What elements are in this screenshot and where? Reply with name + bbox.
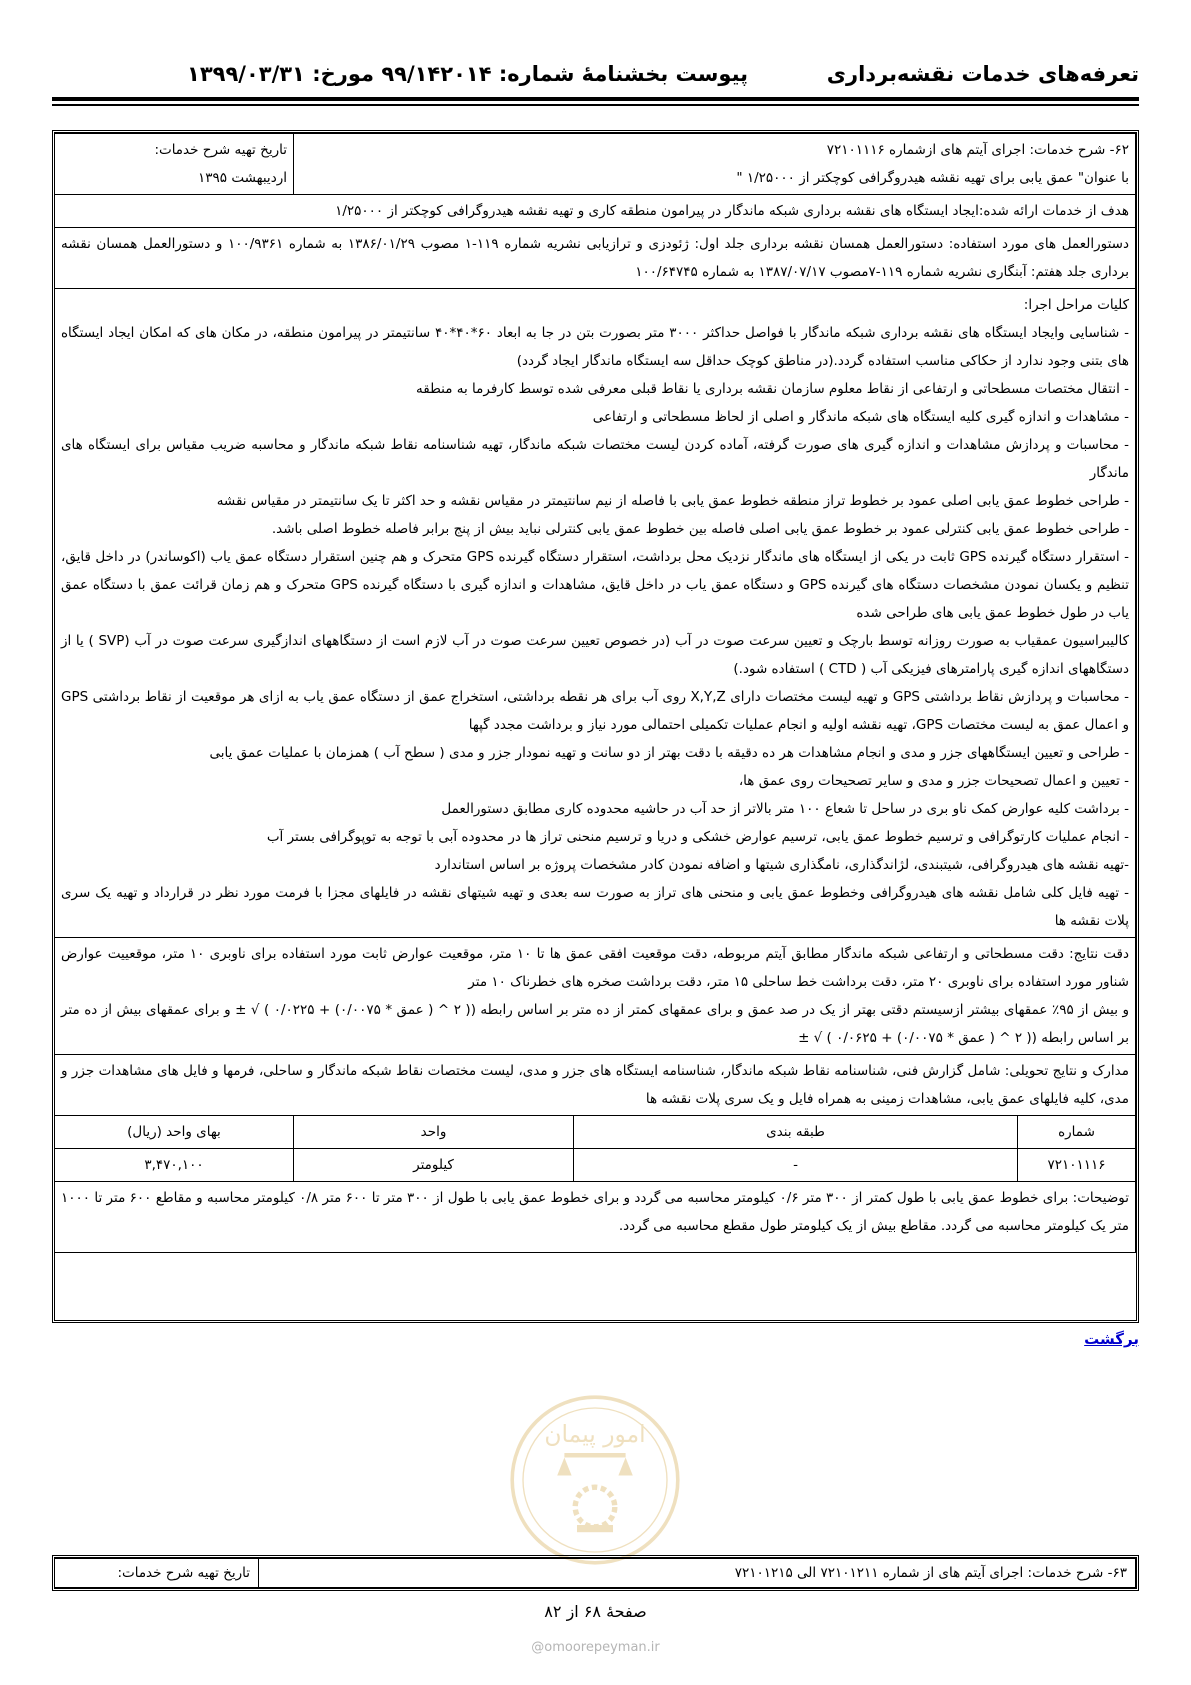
execution-step: - محاسبات و پردازش نقاط برداشتی GPS و تهیه لیست مختصات دارای X,Y,Z روی آب برای هر نقطه برداشتی، استخراج عمق از دستگاه عمق یاب به ازای هر موقعیت از نقاط برداشتی GPS و اعمال عمق به لیست مختصات GPS، تهیه نقشه اولیه و انجام عملیات تکمیلی احتمالی مورد نیاز و برداشت مجدد گپها [60,689,1129,733]
accuracy-results [54,938,1135,1055]
circular-reference: پیوست بخشنامۀ شماره: ۹۹/۱۴۲۰۱۴ مورخ: ۱۳۹۹/۰۳/۳۱ [187,62,749,86]
accuracy-paragraph: دقت نتایج: دقت مسطحاتی و ارتفاعی شبکه ماندگار مطابق آیتم مربوطه، دقت موقعیت افقی عمق ها تا ۱۰ متر، موقعیت عوارض ثابت مورد استفاده برای ناوبری ۱۰ متر، موقعییت عوارض شناور مورد استفاده برای ناوبری ۲۰ متر، دقت برداشت خط ساحلی ۱۵ متر، دقت برداشت صخره های خطرناک ۱۰ متر [60,946,1129,990]
document-title: تعرفه‌های خدمات نقشه‌برداری [826,62,1139,86]
execution-steps [54,289,1135,938]
service-description-line2: با عنوان" عمق یابی برای تهیه نقشه هیدروگرافی کوچکتر از ۱/۲۵۰۰۰ " [736,170,1129,186]
execution-step: - انجام عملیات کارتوگرافی و ترسیم خطوط عمق یابی، ترسیم عوارض خشکی و دریا و ترسیم منحنی تراز ها در محدوده آبی با توجه به توپوگرافی بستر آب [266,829,1129,845]
price-header-unit: واحد [293,1116,573,1149]
preparation-date-value: اردیبهشت ۱۳۹۵ [198,170,287,186]
price-cell-code: ۷۲۱۰۱۱۱۶ [1018,1149,1136,1182]
header-rule-thin [52,104,1139,106]
page-number: صفحۀ ۶۸ از ۸۲ [544,1602,647,1621]
execution-step: - طراحی خطوط عمق یابی اصلی عمود بر خطوط تراز منطقه خطوط عمق یابی با فاصله از نیم سانتیمتر در مقیاس نقشه و حد اکثر تا یک سانتیمتر در مقیاس نقشه [216,493,1129,509]
service-description-cell [293,134,1135,195]
price-cell-class: - [574,1149,1018,1182]
service-item-62-table [54,133,1136,1253]
execution-step: - برداشت کلیه عوارض کمک ناو بری در ساحل تا شعاع ۱۰۰ متر بالاتر از حد آب در حاشیه محدوده کاری مطابق دستورالعمل [441,801,1129,817]
header-rule-thick [52,97,1139,101]
service-item-63-table [54,1558,1136,1588]
service-description-63: ۶۳- شرح خدمات: اجرای آیتم های از شماره ۷۲۱۰۱۲۱۱ الی ۷۲۱۰۱۲۱۵ [259,1559,1136,1588]
execution-step: - محاسبات و پردازش مشاهدات و اندازه گیری های صورت گرفته، آماده کردن لیست مختصات شبکه ماندگار، تهیه شناسنامه نقاط شبکه ماندگار و محاسبه ضریب مقیاس برای ایستگاه های ماندگار [60,437,1129,481]
preparation-date-label: تاریخ تهیه شرح خدمات: [154,142,287,158]
execution-step: -تهیه نقشه های هیدروگرافی، شیتبندی، لژاندگذاری، نامگذاری شیتها و اضافه نمودن کادر مشخصات پروژه بر اساس استاندارد [434,857,1129,873]
seal-text: امور پیمان [544,1420,646,1449]
service-goal: هدف از خدمات ارائه شده:ایجاد ایستگاه های نقشه برداری شبکه ماندگار در پیرامون منطقه کاری و تهیه نقشه هیدروگرافی کوچکتر از ۱/۲۵۰۰۰ [54,195,1135,228]
service-item-63-box [52,1555,1139,1591]
service-item-62-box [52,130,1139,1323]
price-header-price: بهای واحد (ریال) [54,1116,293,1149]
execution-step: - شناسایی وایجاد ایستگاه های نقشه برداری شبکه ماندگار با فواصل حداکثر ۳۰۰۰ متر بصورت بتن در جا به ابعاد ۶۰*۴۰*۴۰ سانتیمتر در پیرامون منطقه، در مکان های که امکان ایجاد ایستگاه های بتنی وجود ندارد از حکاکی مناسب استفاده گردد.(در مناطق کوچک حداقل سه ایستگاه ماندگار ایجاد گردد) [60,325,1129,369]
execution-step: - مشاهدات و اندازه گیری کلیه ایستگاه های شبکه ماندگار و اصلی از لحاظ مسطحاتی و ارتفاعی [592,409,1129,425]
price-header-code: شماره [1018,1116,1136,1149]
notes: توضیحات: برای خطوط عمق یابی با طول کمتر از ۳۰۰ متر ۰/۶ کیلومتر محاسبه می گردد و برای خطوط عمق یابی با طول از ۳۰۰ متر تا ۶۰۰ متر ۰/۸ کیلومتر محاسبه و مقاطع ۶۰۰ متر تا ۱۰۰۰ متر یک کیلومتر محاسبه می گردد. مقاطع بیش از یک کیلومتر طول مقطع محاسبه می گردد. [54,1182,1135,1253]
service-description-line1: ۶۲- شرح خدمات: اجرای آیتم های ازشماره ۷۲۱۰۱۱۱۶ [826,142,1129,158]
execution-step: - طراحی و تعیین ایستگاههای جزر و مدی و انجام مشاهدات هر ده دقیقه با دقت بهتر از دو سانت و تهیه نمودار جزر و مدی ( سطح آب ) همزمان با عملیات عمق یابی [209,745,1129,761]
preparation-date-label-63: تاریخ تهیه شرح خدمات: [55,1559,259,1588]
accuracy-paragraph: و بیش از ۹۵٪ عمقهای بیشتر ازسیستم دقتی بهتر از یک در صد عمق و برای عمقهای کمتر از ده متر بر اساس رابطه (( ۲ ^ ( عمق * ۰/۰۰۷۵) + ۰/۰۲۲۵ ) √ ± و برای عمقهای بیش از ده متر بر اساس رابطه (( ۲ ^ ( عمق * ۰/۰۰۷۵) + ۰/۰۶۲۵ ) √ ± [60,1002,1129,1046]
execution-steps-title: کلیات مراحل اجرا: [1023,297,1129,313]
execution-step: - انتقال مختصات مسطحاتی و ارتفاعی از نقاط معلوم سازمان نقشه برداری یا نقاط قبلی معرفی شده توسط کارفرما به منطقه [416,381,1129,397]
seal-watermark [505,1390,685,1570]
execution-step: - تهیه فایل کلی شامل نقشه های هیدروگرافی وخطوط عمق یابی و منحنی های تراز به صورت سه بعدی و تهیه شیتهای نقشه در فایلهای مجزا با فرمت مورد نظر در قرارداد و تهیه یک سری پلات نقشه ها [60,885,1129,929]
price-header-class: طبقه بندی [574,1116,1018,1149]
applicable-manuals: دستورالعمل های مورد استفاده: دستورالعمل همسان نقشه برداری جلد اول: ژئودزی و ترازیابی نشریه شماره ۱۱۹-۱ مصوب ۱۳۸۶/۰۱/۲۹ به شماره ۱۰۰/۹۳۶۱ و دستورالعمل همسان نقشه برداری جلد هفتم: آبنگاری نشریه شماره ۱۱۹-۷مصوب ۱۳۸۷/۰۷/۱۷ به شماره ۱۰۰/۶۴۷۴۵ [54,228,1135,289]
execution-step: کالیبراسیون عمقیاب به صورت روزانه توسط بارچک و تعیین سرعت صوت در آب (در خصوص تعیین سرعت صوت در آب لازم است از دستگاههای اندازگیری سرعت صوت در آب (SVP ) یا از دستگاههای اندازه گیری پارامترهای فیزیکی آب ( CTD ) استفاده شود.) [60,633,1130,677]
deliverables: مدارک و نتایج تحویلی: شامل گزارش فنی، شناسنامه نقاط شبکه ماندگار، شناسنامه ایستگاه های جزر و مدی، لیست مختصات نقاط شبکه ماندگار و ساحلی، فرمها و فایل های مشاهدات جزر و مدی، کلیه فایلهای عمق یابی، مشاهدات زمینی به همراه فایل و یک سری پلات نقشه ها [54,1055,1135,1116]
price-cell-unit: کیلومتر [293,1149,573,1182]
execution-step: - طراحی خطوط عمق یابی کنترلی عمود بر خطوط عمق یابی اصلی فاصله بین خطوط عمق یابی کنترلی نباید بیش از پنج برابر فاصله خطوط اصلی باشد. [271,521,1129,537]
price-cell-price: ۳,۴۷۰,۱۰۰ [54,1149,293,1182]
execution-step: - تعیین و اعمال تصحیحات جزر و مدی و سایر تصحیحات روی عمق ها، [738,773,1129,789]
execution-step: - استقرار دستگاه گیرنده GPS ثابت در یکی از ایستگاه های ماندگار نزدیک محل برداشت، استقرار دستگاه گیرنده GPS متحرک و هم چنین استقرار دستگاه عمق یاب (اکوساندر) در داخل قایق، تنظیم و یکسان نمودن مشخصات دستگاه های گیرنده GPS و دستگاه عمق یاب در داخل قایق، مشاهدات و اندازه گیری با دستگاه گیرنده GPS متحرک و هم زمان قرائت عمق با دستگاه عمق یاب در طول خطوط عمق یابی های طراحی شده [60,549,1130,621]
preparation-date-cell [54,134,293,195]
site-watermark: @omoorepeyman.ir [531,1640,660,1655]
page-header [52,56,1139,96]
return-link[interactable]: برگشت [1084,1330,1139,1348]
